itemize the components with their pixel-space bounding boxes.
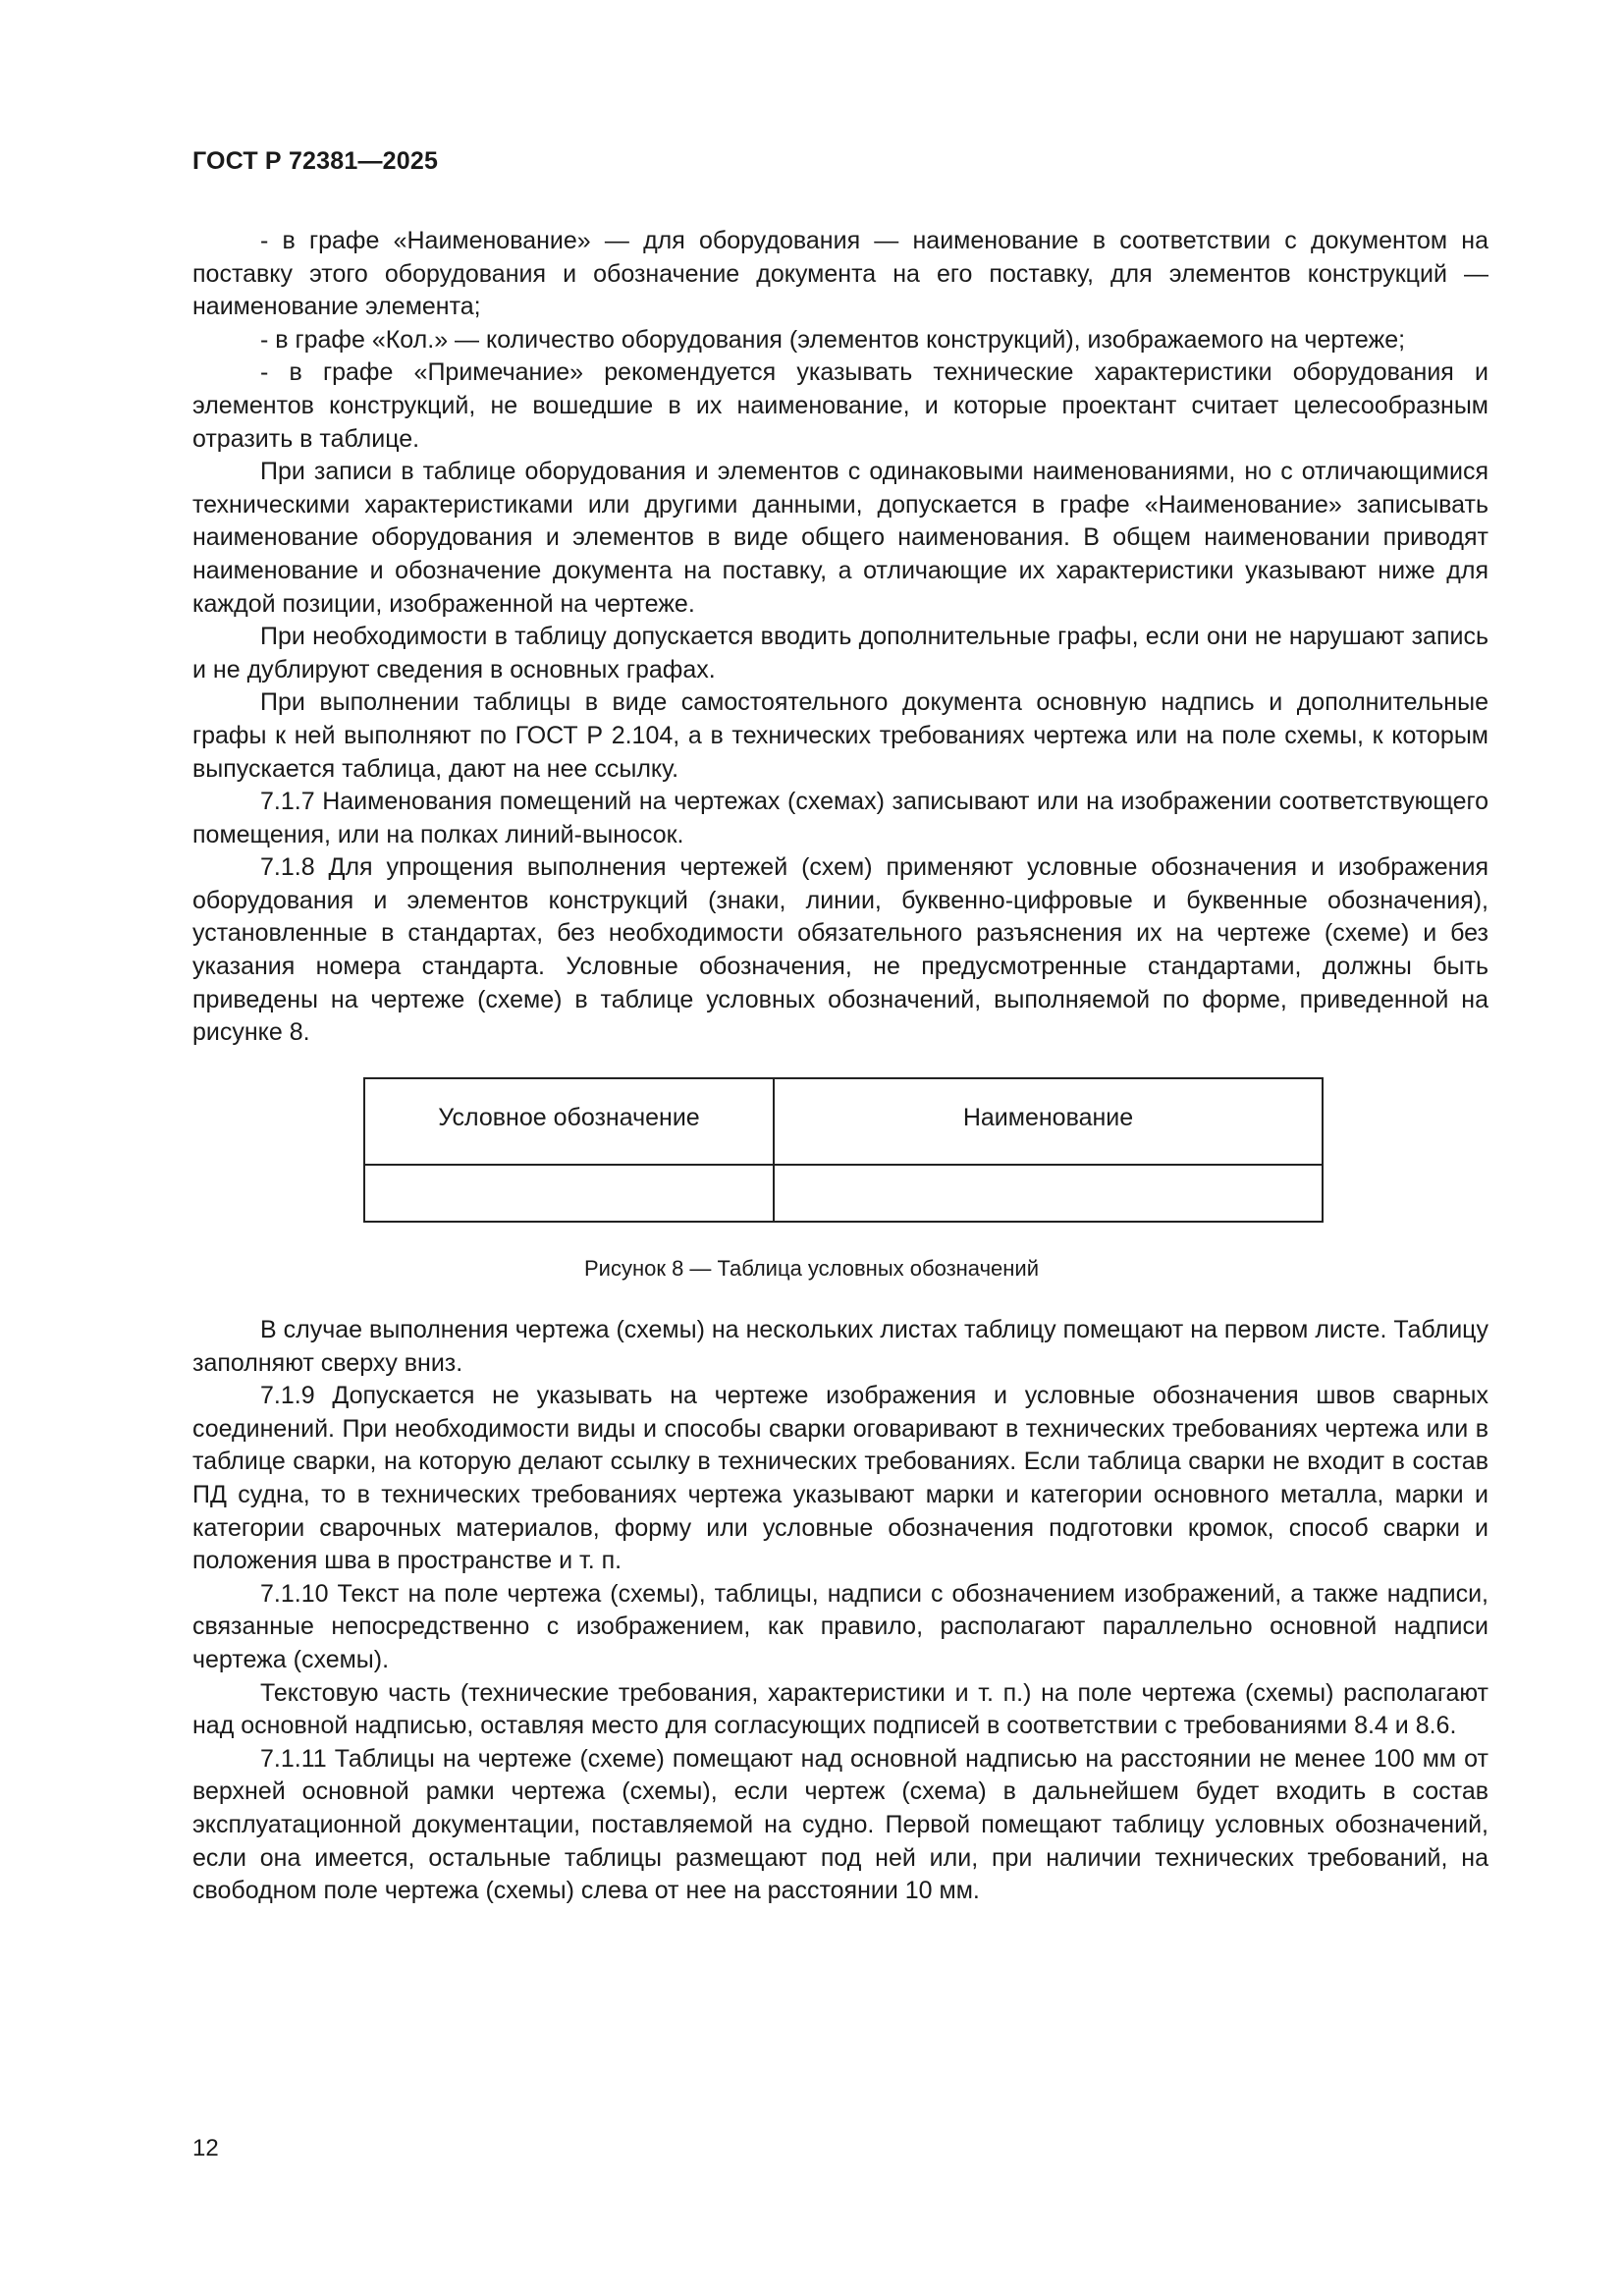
column-header-symbol: Условное обозначение [364,1078,774,1165]
page-number: 12 [192,2135,219,2161]
table-header-row [364,1078,1323,1165]
symbols-table-figure [363,1077,1324,1223]
figure-caption: Рисунок 8 — Таблица условных обозначений [584,1256,1039,1281]
paragraph: 7.1.11 Таблицы на чертеже (схеме) помещают над основной надписью на расстоянии не менее 100 мм от верхней основной рамки чертежа (схемы), если чертеж (схема) в дальнейшем будет входить в состав эксплуатационной документации, поставляемой на судно. Первой помещают таблицу условных обозначений, если она имеется, остальные таблицы размещают под ней или, при наличии технических требований, на свободном поле чертежа (схемы) слева от нее на расстоянии 10 мм. [192,1744,1488,1905]
table-row [364,1165,1323,1222]
table-cell-empty [364,1165,774,1222]
column-header-name: Наименование [774,1078,1323,1165]
paragraph: В случае выполнения чертежа (схемы) на нескольких листах таблицу помещают на первом листе. Таблицу заполняют сверху вниз. [192,1316,1488,1377]
paragraph: Текстовую часть (технические требования, характеристики и т. п.) на поле чертежа (схемы) располагают над основной надписью, оставляя место для согласующих подписей в соответствии с требованиями 8.4 и 8.6. [192,1678,1488,1740]
body-text-bottom [192,1314,1488,1908]
body-text-top [192,225,1488,1050]
paragraph: 7.1.10 Текст на поле чертежа (схемы), таблицы, надписи с обозначением изображений, а также надписи, связанные непосредственно с изображением, как правило, располагают параллельно основной надписи чертежа (схемы). [192,1579,1488,1673]
paragraph: При необходимости в таблицу допускается вводить дополнительные графы, если они не нарушают запись и не дублируют сведения в основных графах. [192,623,1488,683]
document-header: ГОСТ Р 72381—2025 [192,147,439,175]
paragraph: - в графе «Наименование» — для оборудования — наименование в соответствии с документом на поставку этого оборудования и обозначение документа на его поставку, для элементов конструкций — наименование элемента; [192,227,1488,321]
paragraph: При выполнении таблицы в виде самостоятельного документа основную надпись и дополнительные графы к ней выполняют по ГОСТ Р 2.104, а в технических требованиях чертежа или на поле схемы, к которым выпускается таблица, дают на нее ссылку. [192,688,1488,783]
table-cell-empty [774,1165,1323,1222]
paragraph: 7.1.9 Допускается не указывать на чертеже изображения и условные обозначения швов сварных соединений. При необходимости виды и способы сварки оговаривают в технических требованиях чертежа или в таблице сварки, на которую делают ссылку в технических требованиях. Если таблица сварки не входит в состав ПД судна, то в технических требованиях чертежа указывают марки и категории основного металла, марки и категории сварочных материалов, форму или условные обозначения подготовки кромок, способ сварки и положения шва в пространстве и т. п. [192,1382,1488,1575]
paragraph: 7.1.7 Наименования помещений на чертежах (схемах) записывают или на изображении соответствующего помещения, или на полках линий-выносок. [192,788,1488,848]
paragraph: - в графе «Примечание» рекомендуется указывать технические характеристики оборудования и элементов конструкций, не вошедшие в их наименование, и которые проектант считает целесообразным отразить в таблице. [192,358,1488,453]
paragraph: - в графе «Кол.» — количество оборудования (элементов конструкций), изображаемого на чертеже; [260,325,1406,354]
paragraph: 7.1.8 Для упрощения выполнения чертежей (схем) применяют условные обозначения и изображения оборудования и элементов конструкций (знаки, линии, буквенно-цифровые и буквенные обозначения), установленные в стандартах, без необходимости обязательного разъяснения их на чертеже (схеме) и без указания номера стандарта. Условные обозначения, не предусмотренные стандартами, должны быть приведены на чертеже (схеме) в таблице условных обозначений, выполняемой по форме, приведенной на рисунке 8. [192,853,1488,1047]
paragraph: При записи в таблице оборудования и элементов с одинаковыми наименованиями, но с отличающимися техническими характеристиками или другими данными, допускается в графе «Наименование» записывать наименование оборудования и элементов в виде общего наименования. В общем наименовании приводят наименование и обозначение документа на поставку, а отличающие их характеристики указывают ниже для каждой позиции, изображенной на чертеже. [192,458,1488,618]
